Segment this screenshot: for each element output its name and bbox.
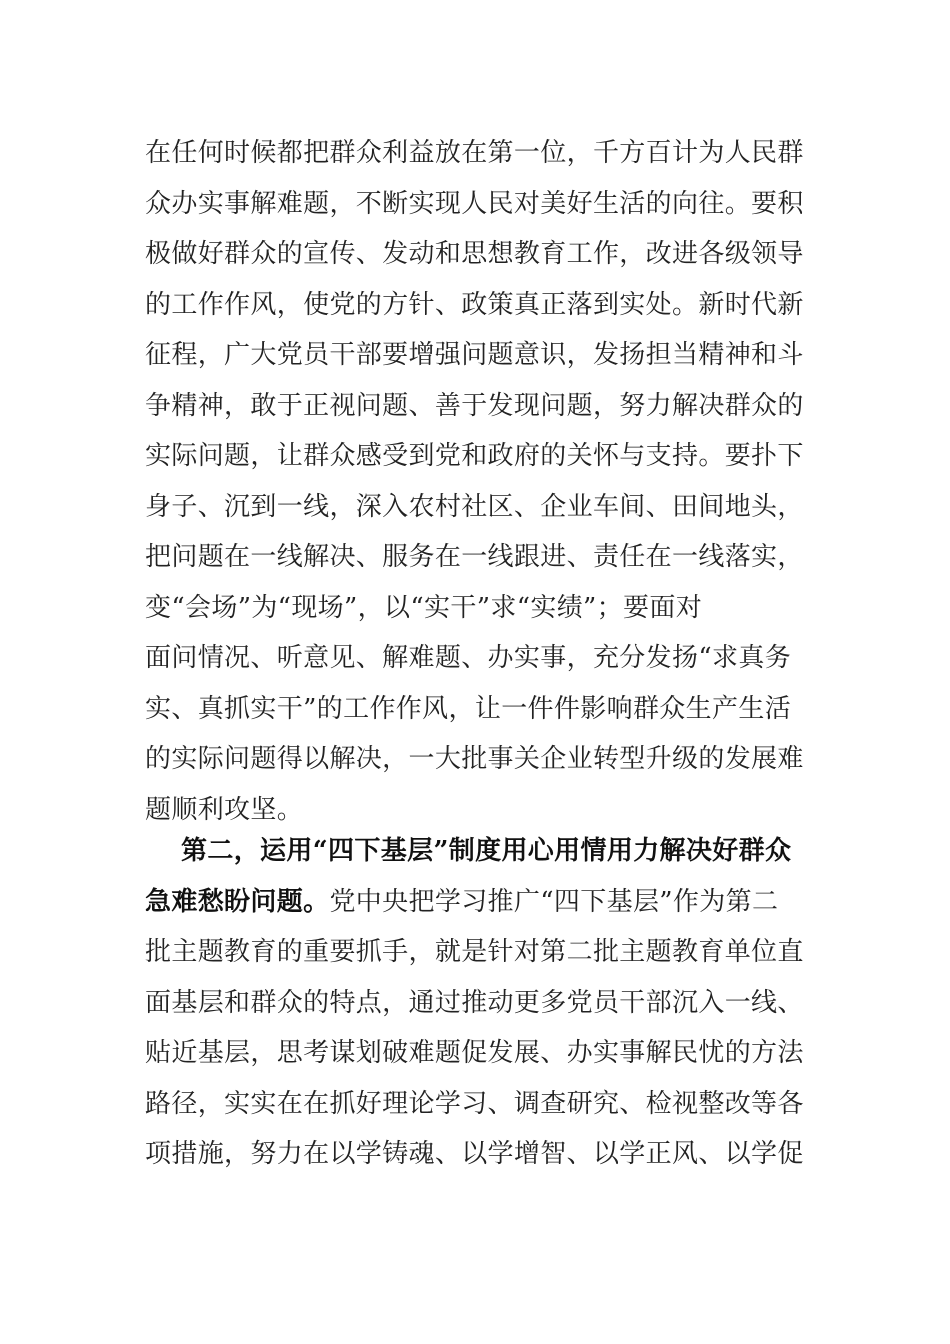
- paragraph-line: 实际问题，让群众感受到党和政府的关怀与支持。要扑下: [145, 441, 804, 471]
- paragraph-line: 征程，广大党员干部要增强问题意识，发扬担当精神和斗: [145, 340, 804, 370]
- paragraph-text: 党中央把学习推广“四下基层”作为第二: [329, 886, 779, 917]
- paragraph-line: 的工作作风，使党的方针、政策真正落到实处。新时代新: [145, 289, 804, 320]
- paragraph-line: 面问情况、听意见、解难题、办实事，充分发扬“求真务: [145, 643, 792, 673]
- paragraph-line: 把问题在一线解决、服务在一线跟进、责任在一线落实，: [145, 542, 804, 572]
- paragraph-line: 极做好群众的宣传、发动和思想教育工作，改进各级领导: [145, 239, 804, 269]
- paragraph-2: [145, 826, 810, 1180]
- paragraph-line: 的实际问题得以解决，一大批事关企业转型升级的发展难: [145, 744, 804, 774]
- paragraph-line: 实、真抓实干”的工作作风，让一件件影响群众生产生活: [145, 693, 792, 724]
- paragraph-line: 变“会场”为“现场”，以“实干”求“实绩”；要面对: [145, 592, 703, 623]
- paragraph-line: 面基层和群众的特点，通过推动更多党员干部沉入一线、: [145, 987, 804, 1018]
- section-heading-line: 第二，运用“四下基层”制度用心用情用力解决好群众: [181, 836, 792, 866]
- paragraph-line: 身子、沉到一线，深入农村社区、企业车间、田间地头，: [145, 491, 804, 522]
- paragraph-line: 项措施，努力在以学铸魂、以学增智、以学正风、以学促: [145, 1139, 804, 1169]
- paragraph-line: 争精神，敢于正视问题、善于发现问题，努力解决群众的: [145, 390, 804, 421]
- section-heading-continuation: [145, 877, 810, 928]
- paragraph-line: 题顺利攻坚。: [145, 794, 304, 825]
- paragraph-line: 路径，实实在在抓好理论学习、调查研究、检视整改等各: [145, 1088, 804, 1119]
- paragraph-line: 贴近基层，思考谋划破难题促发展、办实事解民忧的方法: [145, 1038, 804, 1068]
- section-heading-tail: 急难愁盼问题。: [145, 886, 330, 917]
- paragraph-line: 众办实事解难题，不断实现人民对美好生活的向往。要积: [145, 188, 804, 219]
- paragraph-1: [145, 128, 810, 835]
- paragraph-line: 在任何时候都把群众利益放在第一位，千方百计为人民群: [145, 138, 804, 168]
- paragraph-line: 批主题教育的重要抓手，就是针对第二批主题教育单位直: [145, 937, 804, 967]
